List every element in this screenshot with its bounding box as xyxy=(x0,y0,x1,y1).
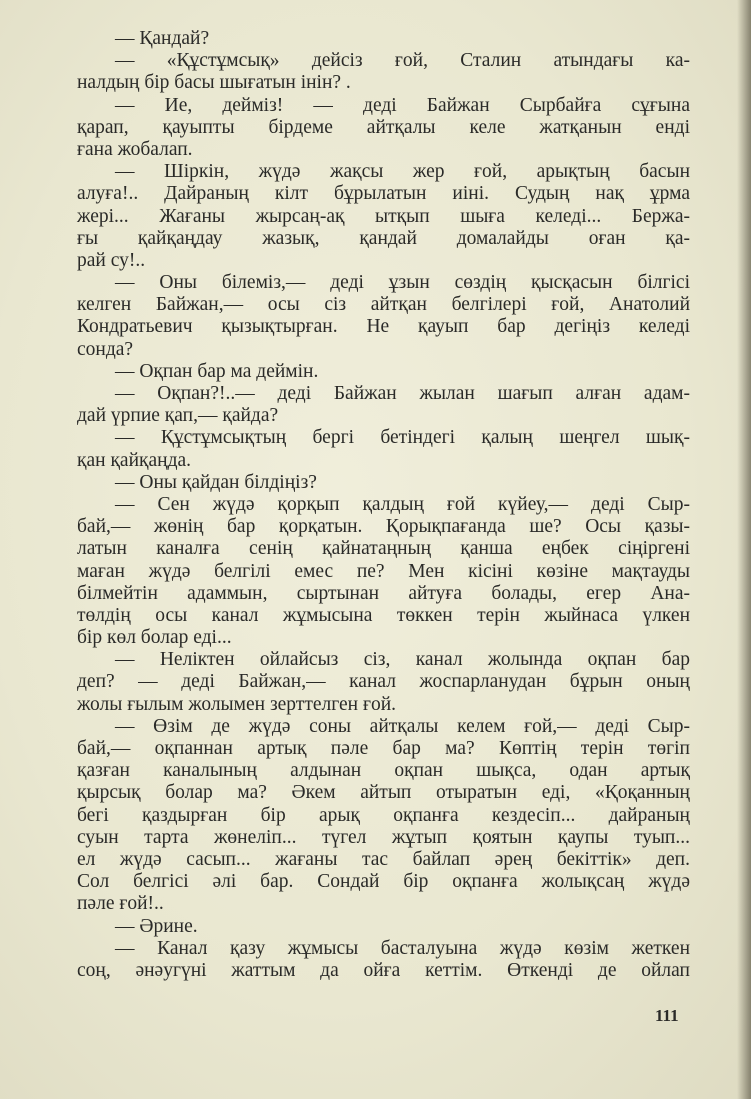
text-line: — Сен жүдә қорқып қалдың ғой күйеу,— деді Сыр- xyxy=(115,493,690,515)
text-line: ғы қайқаңдау жазық, қандай домалайды оған қа- xyxy=(77,227,690,249)
paragraph xyxy=(77,50,690,94)
paragraph xyxy=(77,494,690,649)
text-line: білмейтін адаммын, сыртынан айтуға болады, егер Ана- xyxy=(77,582,690,604)
text-line: налдың бір басы шығатын інін? . xyxy=(77,72,351,94)
text-line: бай,— оқпаннан артық пәле бар ма? Көптің терін төгіп xyxy=(77,738,690,759)
paragraph xyxy=(77,472,690,494)
text-line: — Неліктен ойлайсыз сіз, канал жолында оқпан бар xyxy=(115,649,690,671)
paragraph xyxy=(77,383,690,427)
text-line: — Өзім де жүдә соны айтқалы келем ғой,— деді Сыр- xyxy=(115,715,690,737)
page-edge-shadow xyxy=(737,0,751,1099)
text-line: — Канал қазу жұмысы басталуына жүдә көзім жеткен xyxy=(115,937,690,959)
text-line: ғана жобалап. xyxy=(77,138,193,160)
text-line: бай,— жөнің бар қорқатын. Қорықпағанда ше? Осы қазы- xyxy=(77,516,690,538)
paragraph xyxy=(77,272,690,361)
text-line: Кондратьевич қызықтырған. Не қауып бар дегіңіз келеді xyxy=(77,316,690,338)
text-line: ел жүдә сасып... жағаны тас байлап әрең бекіттік» деп. xyxy=(77,848,690,870)
text-line: латын каналға сенің қайнатаңның қанша еңбек сіңіргені xyxy=(77,538,690,560)
text-line: жері... Жағаны жырсаң-ақ ытқып шыға келеді... Бержа- xyxy=(77,205,690,227)
text-line: — Ие, дейміз! — деді Байжан Сырбайға сұғына xyxy=(115,94,690,116)
paragraph xyxy=(77,28,690,50)
text-line: пәле ғой!.. xyxy=(77,893,164,915)
text-line: келген Байжан,— осы сіз айтқан белгілері ғой, Анатолий xyxy=(77,294,690,316)
text-line: — Оқпан бар ма деймін. xyxy=(115,360,319,382)
paragraph xyxy=(77,716,690,916)
text-line: төлдің осы канал жұмысына төккен терін жыйнаса үлкен xyxy=(77,604,690,626)
text-line: — «Құстұмсық» дейсіз ғой, Сталин атындағы ка- xyxy=(115,50,690,72)
text-line: маған жүдә белгілі емес пе? Мен кісіні көзіне мақтауды xyxy=(77,560,690,582)
text-line: бір көл болар еді... xyxy=(77,627,232,649)
text-line: сонда? xyxy=(77,338,134,360)
text-line: алуға!.. Дайраның кілт бұрылатын иіні. Судың нақ ұрма xyxy=(77,183,690,205)
text-line: — Оқпан?!..— деді Байжан жылан шағып алған адам- xyxy=(115,383,690,404)
text-line: — Құстұмсықтың бергі бетіндегі қалың шеңгел шық- xyxy=(115,427,690,449)
text-line: жолы ғылым жолымен зерттелген ғой. xyxy=(77,693,396,715)
text-line: — Оны білеміз,— деді ұзын сөздің қысқасын білгісі xyxy=(115,272,690,294)
text-line: соң, әнәугүні жаттым да ойға кеттім. Өткенді де ойлап xyxy=(77,959,690,981)
text-line: бегі қаздырған бір арық оқпанға кездесіп... дайраның xyxy=(77,804,690,826)
paragraph xyxy=(77,649,690,716)
page-number: 111 xyxy=(655,1006,679,1025)
text-line: — Шіркін, жүдә жақсы жер ғой, арықтың басын xyxy=(115,161,690,183)
text-line: деп? — деді Байжан,— канал жоспарланудан бұрын оның xyxy=(77,671,690,693)
text-line: Сол белгісі әлі бар. Сондай бір оқпанға жолықсаң жүдә xyxy=(77,871,690,893)
text-line: қарап, қауыпты бірдеме айтқалы келе жатқанын енді xyxy=(77,116,690,138)
paragraph xyxy=(77,938,690,982)
paragraph xyxy=(77,161,690,272)
text-line: қазған каналының алдынан оқпан шықса, одан артық xyxy=(77,760,690,782)
text-line: рай су!.. xyxy=(77,249,146,271)
paragraph xyxy=(77,95,690,162)
text-line: дай үрпие қап,— қайда? xyxy=(77,405,279,427)
text-line: қырсық болар ма? Әкем айтып отыратын еді, «Қоқанның xyxy=(77,782,690,804)
text-line: қан қайқаңда. xyxy=(77,449,192,471)
text-line: — Оны қайдан білдіңіз? xyxy=(115,471,317,493)
text-line: суын тарта жөнеліп... түгел жұтып қоятын қаупы туып... xyxy=(77,826,690,848)
text-line: — Қандай? xyxy=(115,28,210,49)
paragraph xyxy=(77,361,690,383)
paragraph xyxy=(77,916,690,938)
text-line: — Әрине. xyxy=(115,915,198,937)
paragraph xyxy=(77,427,690,471)
page-body-text xyxy=(77,28,690,982)
